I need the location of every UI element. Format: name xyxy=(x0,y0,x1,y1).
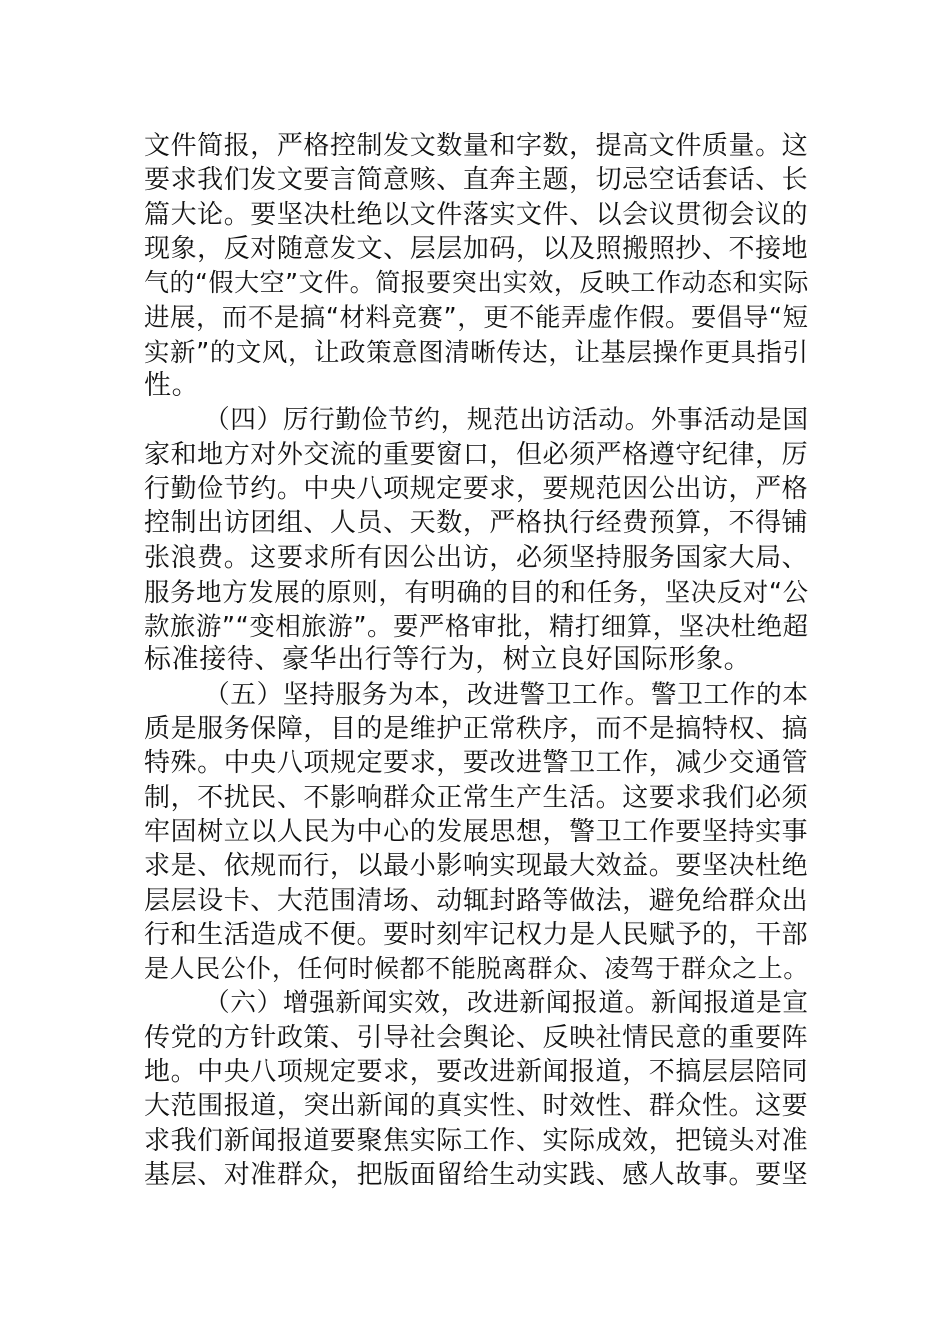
text-line: 质是服务保障，目的是维护正常秩序，而不是搞特权、搞 xyxy=(144,714,809,745)
text-line: 地。中央八项规定要求，要改进新闻报道，不搞层层陪同 xyxy=(144,1057,809,1088)
section-heading-line: （六）增强新闻实效，改进新闻报道。新闻报道是宣 xyxy=(204,988,809,1019)
text-line: 性。 xyxy=(144,370,200,402)
text-line: 现象，反对随意发文、层层加码，以及照搬照抄、不接地 xyxy=(144,233,809,264)
section-heading-line: （五）坚持服务为本，改进警卫工作。警卫工作的本 xyxy=(204,679,809,710)
text-line: 气的“假大空”文件。简报要突出实效，反映工作动态和实际 xyxy=(144,268,810,298)
text-line: 行和生活造成不便。要时刻牢记权力是人民赋予的，干部 xyxy=(144,919,809,950)
text-line: 是人民公仆，任何时候都不能脱离群众、凌驾于群众之上。 xyxy=(144,954,809,984)
text-line: 家和地方对外交流的重要窗口，但必须严格遵守纪律，厉 xyxy=(144,439,809,470)
text-line: 控制出访团组、人员、天数，严格执行经费预算，不得铺 xyxy=(144,508,809,539)
text-line: 牢固树立以人民为中心的发展思想，警卫工作要坚持实事 xyxy=(144,816,809,847)
text-line: 进展，而不是搞“材料竞赛”，更不能弄虚作假。要倡导“短 xyxy=(144,302,809,333)
text-line: 求是、依规而行，以最小影响实现最大效益。要坚决杜绝 xyxy=(144,851,809,882)
text-line: 制，不扰民、不影响群众正常生产生活。这要求我们必须 xyxy=(144,782,809,813)
text-line: 求我们新闻报道要聚焦实际工作、实际成效，把镜头对准 xyxy=(144,1125,809,1156)
text-line: 实新”的文风，让政策意图清晰传达，让基层操作更具指引 xyxy=(144,336,809,367)
text-line: 层层设卡、大范围清场、动辄封路等做法，避免给群众出 xyxy=(144,885,809,916)
section-heading-line: （四）厉行勤俭节约，规范出访活动。外事活动是国 xyxy=(204,405,809,436)
text-line: 款旅游”“变相旅游”。要严格审批，精打细算，坚决杜绝超 xyxy=(144,611,809,642)
body-text xyxy=(144,129,808,1192)
text-line: 张浪费。这要求所有因公出访，必须坚持服务国家大局、 xyxy=(144,542,809,573)
text-line: 篇大论。要坚决杜绝以文件落实文件、以会议贯彻会议的 xyxy=(144,199,809,230)
text-line: 特殊。中央八项规定要求，要改进警卫工作，减少交通管 xyxy=(144,748,809,779)
text-line: 大范围报道，突出新闻的真实性、时效性、群众性。这要 xyxy=(144,1091,809,1122)
text-line: 服务地方发展的原则，有明确的目的和任务，坚决反对“公 xyxy=(144,576,809,607)
text-line: 标准接待、豪华出行等行为，树立良好国际形象。 xyxy=(144,644,752,676)
text-line: 要求我们发文要言简意赅、直奔主题，切忌空话套话、长 xyxy=(144,165,809,196)
text-line: 基层、对准群众，把版面留给生动实践、感人故事。要坚 xyxy=(144,1159,809,1190)
text-line: 传党的方针政策、引导社会舆论、反映社情民意的重要阵 xyxy=(144,1022,809,1053)
text-line: 文件简报，严格控制发文数量和字数，提高文件质量。这 xyxy=(144,131,809,161)
text-line: 行勤俭节约。中央八项规定要求，要规范因公出访，严格 xyxy=(144,473,809,504)
